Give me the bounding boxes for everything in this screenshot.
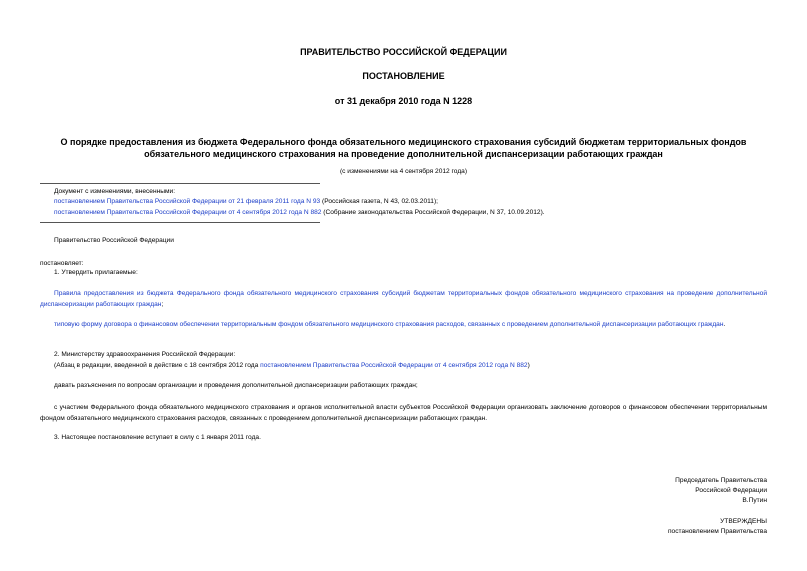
approval-block	[668, 517, 767, 537]
item-2-edit-note	[54, 361, 530, 371]
amendment-source-93: (Российская газета, N 43, 02.03.2011);	[320, 198, 439, 205]
signature-country: Российской Федерации	[695, 487, 767, 494]
changes-intro: Документ с изменениями, внесенными:	[54, 188, 176, 195]
edit-note-tail: )	[527, 362, 530, 369]
item-2: 2. Министерству здравоохранения Российской Федерации:	[54, 351, 236, 358]
signature-name: В.Путин	[742, 497, 767, 504]
rules-tail: ;	[161, 300, 164, 308]
item-1: 1. Утвердить прилагаемые:	[54, 269, 138, 276]
contract-tail: .	[723, 321, 726, 328]
changes-bottom-divider	[40, 222, 320, 223]
amendment-link-93[interactable]: постановлением Правительства Российской Федерации от 21 февраля 2011 года N 93	[54, 198, 321, 205]
edit-note-link-882[interactable]: постановлением Правительства Российской Федерации от 4 сентября 2012 года N 882	[260, 362, 528, 369]
item-3: 3. Настоящее постановление вступает в силу с 1 января 2011 года.	[54, 434, 261, 441]
item-2-clarifications: давать разъяснения по вопросам организации и проведения дополнительной диспансеризации работающих граждан;	[54, 382, 418, 389]
amendment-source-882: (Собрание законодательства Российской Федерации, N 37, 10.09.2012).	[321, 209, 545, 216]
authority-line: Правительство Российской Федерации	[54, 237, 174, 244]
document-type: ПОСТАНОВЛЕНИЕ	[362, 71, 445, 81]
item-2-contracts: с участием Федерального фонда обязательного медицинского страхования и органов исполнительной власти субъектов Российской Федерации организовать заключение договоров о финансовом обеспечении территориальным фондом обязательного медицинского страхования расходов, связанных с проведением дополнительной диспансеризации работающих граждан.	[40, 404, 767, 422]
decrees-line: постановляет:	[40, 260, 84, 267]
date-number: от 31 декабря 2010 года N 1228	[334, 96, 473, 106]
contract-paragraph	[40, 320, 767, 331]
contract-form-link[interactable]: типовую форму договора о финансовом обеспечении территориальным фондом обязательного медицинского страхования расходов, связанных с проведением дополнительной диспансеризации работающих граждан	[54, 321, 724, 328]
approval-source: постановлением Правительства	[667, 528, 767, 535]
amendment-note: (с изменениями на 4 сентября 2012 года)	[339, 168, 468, 175]
signature-title: Председатель Правительства	[675, 477, 767, 484]
changes-top-divider	[40, 183, 320, 184]
government-heading: ПРАВИТЕЛЬСТВО РОССИЙСКОЙ ФЕДЕРАЦИИ	[300, 47, 507, 57]
rules-link[interactable]: Правила предоставления из бюджета Федерального фонда обязательного медицинского страхования субсидий бюджетам территориальных фондов обязательного медицинского страхования на проведение дополнительной диспансеризации работающих граждан	[40, 290, 767, 308]
changes-line-1	[54, 197, 438, 207]
rules-paragraph	[40, 289, 767, 310]
changes-line-2	[54, 208, 545, 218]
amendment-link-882[interactable]: постановлением Правительства Российской Федерации от 4 сентября 2012 года N 882	[54, 209, 322, 216]
approval-label: УТВЕРЖДЕНЫ	[720, 518, 767, 525]
signature-block	[675, 476, 767, 506]
document-title: О порядке предоставления из бюджета Федерального фонда обязательного медицинского страхования субсидий бюджетам территориальных фондов обязательного медицинского страхования на проведение дополнительной диспансеризации работающих граждан	[60, 137, 747, 159]
edit-note-head: (Абзац в редакции, введенной в действие с 18 сентября 2012 года	[54, 362, 261, 369]
